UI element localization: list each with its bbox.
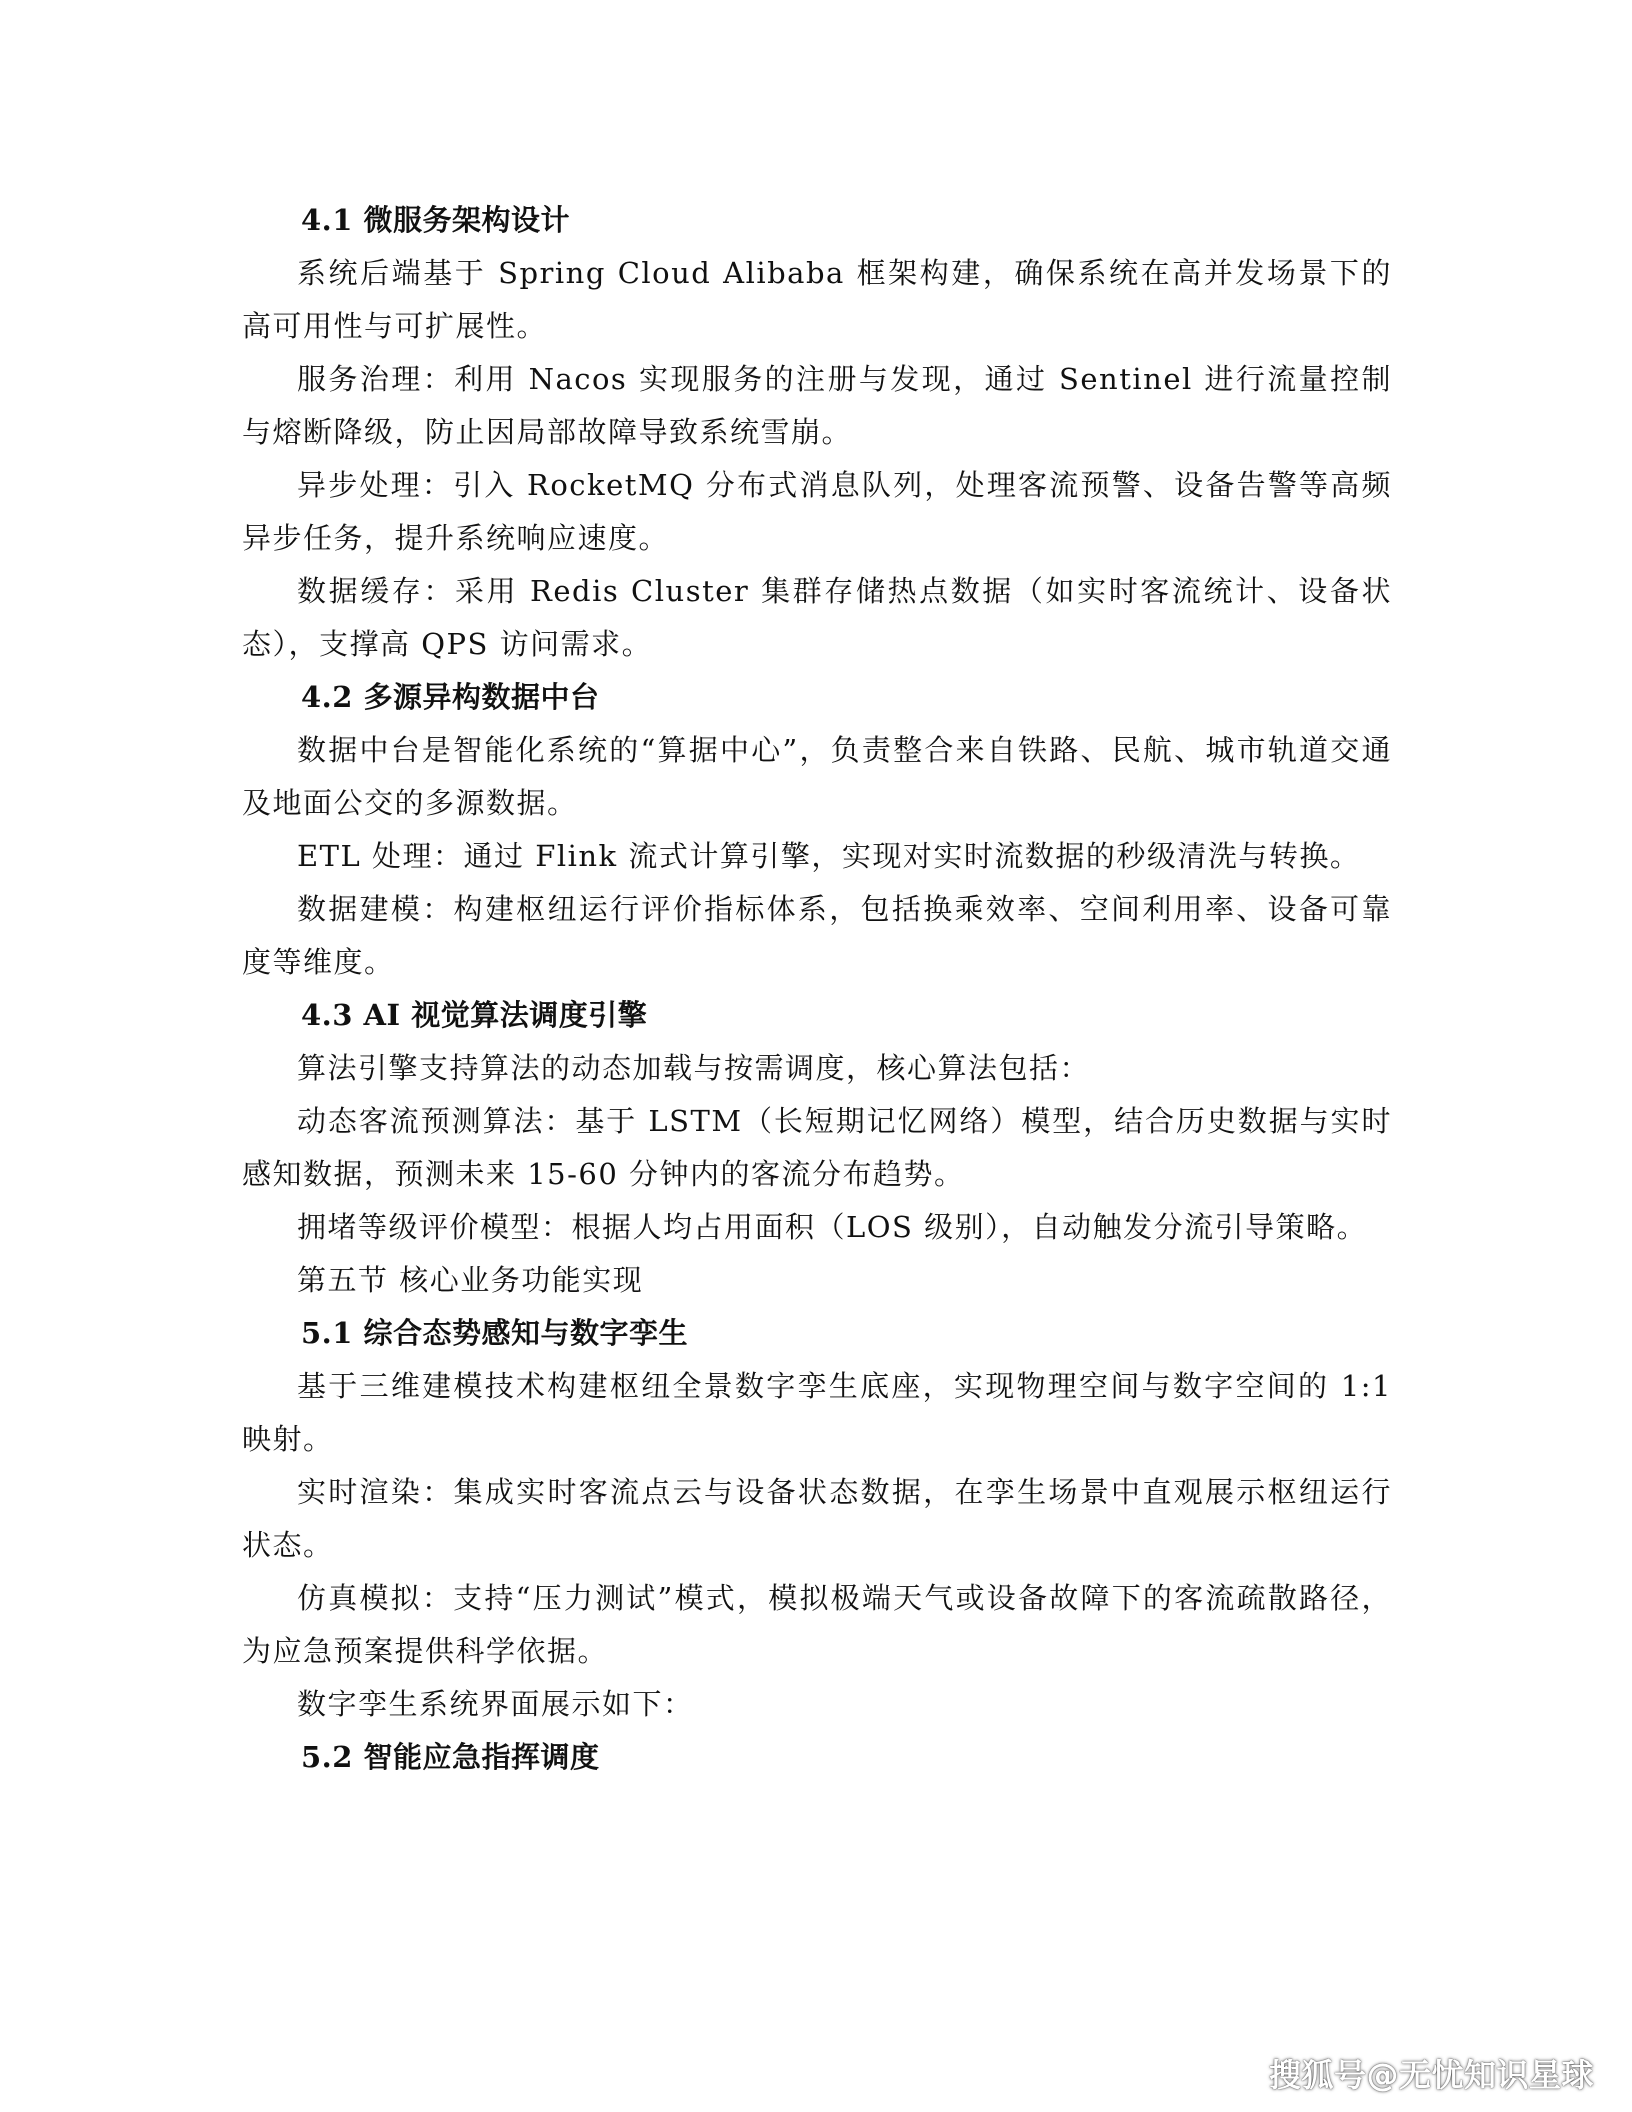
paragraph-backend-framework: 系统后端基于 Spring Cloud Alibaba 框架构建，确保系统在高并发场景下的高可用性与可扩展性。 xyxy=(242,256,1392,343)
section-heading-4-1: 4.1 微服务架构设计 xyxy=(301,203,571,237)
section-heading-5-2: 5.2 智能应急指挥调度 xyxy=(301,1740,600,1774)
paragraph-realtime-rendering: 实时渲染：集成实时客流点云与设备状态数据，在孪生场景中直观展示枢纽运行状态。 xyxy=(242,1475,1392,1562)
paragraph-twin-ui-intro: 数字孪生系统界面展示如下： xyxy=(297,1687,694,1721)
paragraph-flow-prediction: 动态客流预测算法：基于 LSTM（长短期记忆网络）模型，结合历史数据与实时感知数据，预测未来 15-60 分钟内的客流分布趋势。 xyxy=(242,1104,1392,1191)
paragraph-async-processing: 异步处理：引入 RocketMQ 分布式消息队列，处理客流预警、设备告警等高频异步任务，提升系统响应速度。 xyxy=(242,468,1392,555)
paragraph-data-cache: 数据缓存：采用 Redis Cluster 集群存储热点数据（如实时客流统计、设备状态），支撑高 QPS 访问需求。 xyxy=(242,574,1392,661)
paragraph-simulation: 仿真模拟：支持“压力测试”模式，模拟极端天气或设备故障下的客流疏散路径，为应急预案提供科学依据。 xyxy=(242,1581,1392,1668)
paragraph-data-modeling: 数据建模：构建枢纽运行评价指标体系，包括换乘效率、空间利用率、设备可靠度等维度。 xyxy=(242,892,1392,979)
paragraph-etl: ETL 处理：通过 Flink 流式计算引擎，实现对实时流数据的秒级清洗与转换。 xyxy=(297,839,1361,873)
paragraph-service-governance: 服务治理：利用 Nacos 实现服务的注册与发现，通过 Sentinel 进行流量控制与熔断降级，防止因局部故障导致系统雪崩。 xyxy=(242,362,1392,449)
paragraph-digital-twin: 基于三维建模技术构建枢纽全景数字孪生底座，实现物理空间与数字空间的 1:1 映射。 xyxy=(242,1369,1392,1456)
section-heading-5-1: 5.1 综合态势感知与数字孪生 xyxy=(301,1316,689,1350)
document-body xyxy=(242,194,1392,1784)
watermark: 搜狐号@无忧知识星球 xyxy=(1268,2056,1594,2094)
paragraph-algorithm-engine: 算法引擎支持算法的动态加载与按需调度，核心算法包括： xyxy=(297,1051,1091,1085)
paragraph-congestion-model: 拥堵等级评价模型：根据人均占用面积（LOS 级别），自动触发分流引导策略。 xyxy=(297,1210,1368,1244)
section-heading-4-3: 4.3 AI 视觉算法调度引擎 xyxy=(301,998,648,1032)
section-heading-4-2: 4.2 多源异构数据中台 xyxy=(301,680,600,714)
chapter-title-section-five: 第五节 核心业务功能实现 xyxy=(297,1263,644,1297)
paragraph-data-platform: 数据中台是智能化系统的“算据中心”，负责整合来自铁路、民航、城市轨道交通及地面公交的多源数据。 xyxy=(242,733,1392,820)
